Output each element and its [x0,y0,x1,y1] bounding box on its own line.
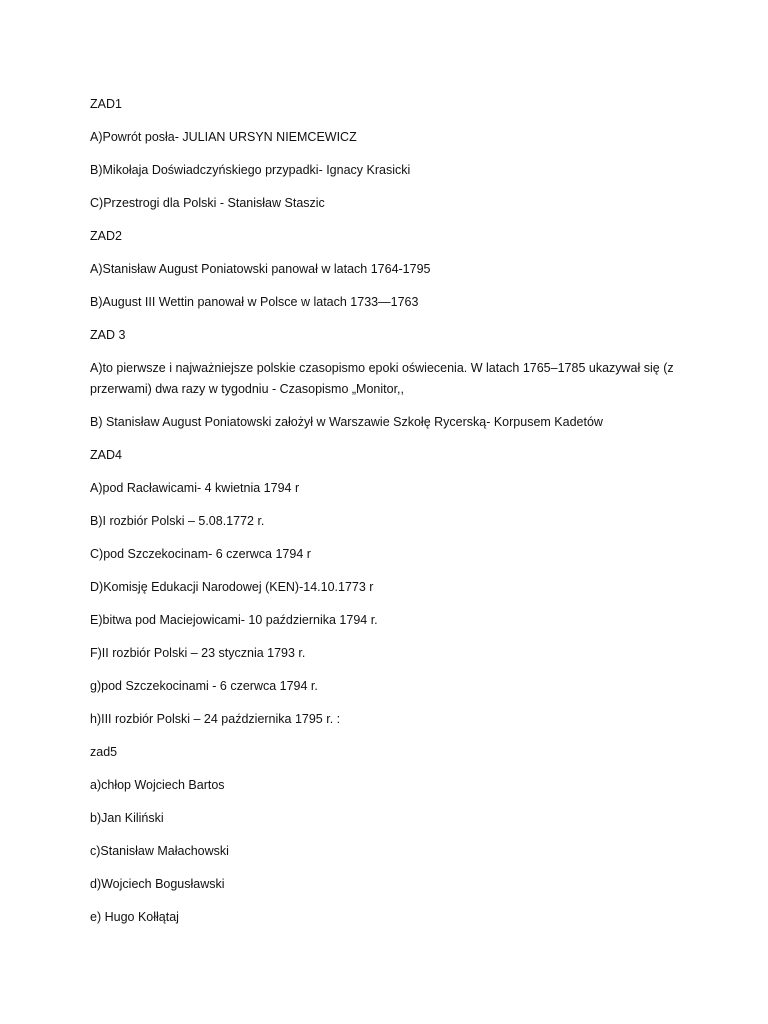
answer-zad4-f: F)II rozbiór Polski – 23 stycznia 1793 r. [90,646,306,660]
answer-zad4-b: B)I rozbiór Polski – 5.08.1772 r. [90,514,265,528]
answer-zad2-b: B)August III Wettin panował w Polsce w latach 1733—1763 [90,295,419,309]
heading-zad2: ZAD2 [90,229,122,243]
heading-zad4: ZAD4 [90,448,122,462]
heading-zad1: ZAD1 [90,97,122,111]
answer-zad1-c: C)Przestrogi dla Polski - Stanisław Staszic [90,196,325,210]
answer-zad1-b: B)Mikołaja Doświadczyńskiego przypadki- Ignacy Krasicki [90,163,411,177]
answer-zad1-a: A)Powrót posła- JULIAN URSYN NIEMCEWICZ [90,130,357,144]
answer-zad4-d: D)Komisję Edukacji Narodowej (KEN)-14.10.1773 r [90,580,374,594]
heading-zad5: zad5 [90,745,118,759]
answer-zad5-c: c)Stanisław Małachowski [90,844,229,858]
answer-zad5-b: b)Jan Kiliński [90,811,164,825]
answer-zad4-a: A)pod Racławicami- 4 kwietnia 1794 r [90,481,300,495]
answer-zad4-e: E)bitwa pod Maciejowicami- 10 października 1794 r. [90,613,378,627]
answer-zad5-a: a)chłop Wojciech Bartos [90,778,225,792]
answer-zad3-a: A)to pierwsze i najważniejsze polskie czasopismo epoki oświecenia. W latach 1765–1785 ukazywał się (z przerwami) dwa razy w tygodniu - Czasopismo „Monitor,, [90,361,678,396]
heading-zad3: ZAD 3 [90,328,126,342]
answer-zad5-d: d)Wojciech Bogusławski [90,877,225,891]
answer-zad4-h: h)III rozbiór Polski – 24 października 1795 r. : [90,712,341,726]
answer-zad4-c: C)pod Szczekocinam- 6 czerwca 1794 r [90,547,311,561]
document-page [90,94,690,940]
answer-zad3-b: B) Stanisław August Poniatowski założył w Warszawie Szkołę Rycerską- Korpusem Kadetów [90,415,603,429]
answer-zad4-g: g)pod Szczekocinami - 6 czerwca 1794 r. [90,679,318,693]
answer-zad5-e: e) Hugo Kołłątaj [90,910,179,924]
answer-zad2-a: A)Stanisław August Poniatowski panował w latach 1764-1795 [90,262,431,276]
